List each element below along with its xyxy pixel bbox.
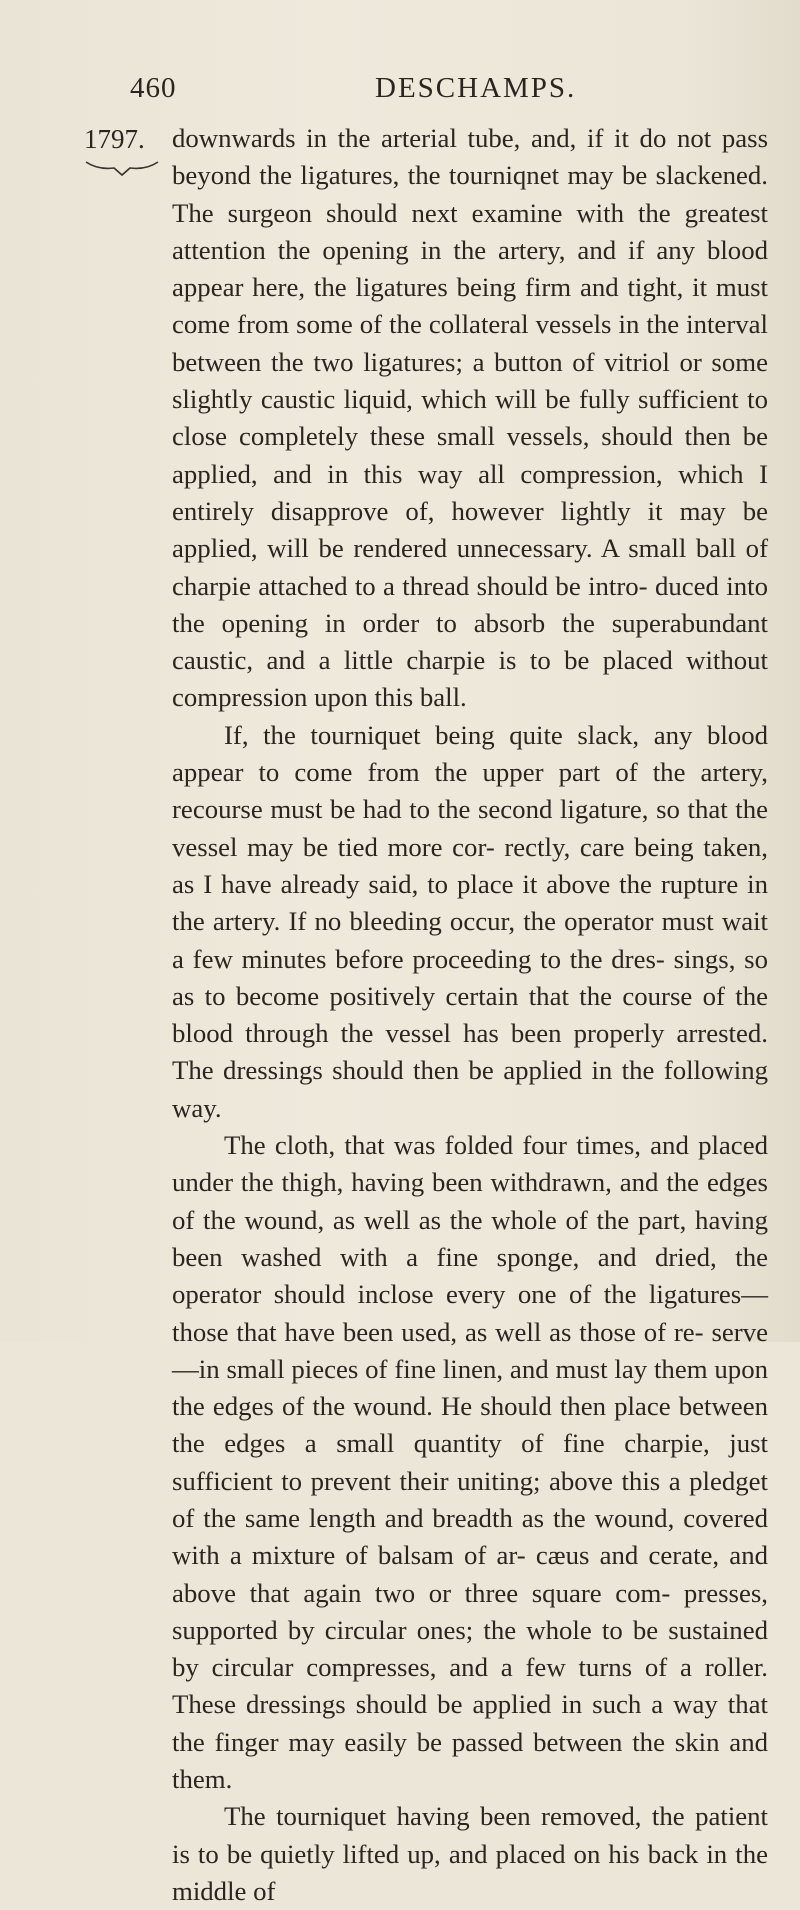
running-title: DESCHAMPS. [375, 72, 577, 104]
margin-brace-mark [84, 158, 160, 178]
running-head [130, 72, 750, 112]
page-number: 460 [130, 72, 177, 104]
paragraph: The tourniquet having been removed, the patient is to be quietly lifted up, and placed on his back in the middle of [172, 1801, 768, 1906]
paragraph: downwards in the arterial tube, and, if it do not pass beyond the ligatures, the tourniqnet may be slackened. The surgeon should next examine with the greatest attention the opening in the artery, and if any blood appear here, the ligatures being firm and tight, it must come from some of the collateral vessels in the interval between the two ligatures; a button of vitriol or some slightly caustic liquid, which will be fully sufficient to close completely these small vessels, should then be applied, and in this way all compression, which I entirely disapprove of, however lightly it may be applied, will be rendered unnecessary. A small ball of charpie attached to a thread should be intro- duced into the opening in order to absorb the superabundant caustic, and a little charpie is to be placed without compression upon this ball. [172, 123, 768, 713]
body-text [172, 120, 768, 1910]
paragraph: The cloth, that was folded four times, and placed under the thigh, having been withdrawn, and the edges of the wound, as well as the whole of the part, having been washed with a fine sponge, and dried, the operator should inclose every one of the ligatures—those that have been used, as well as those of re- serve—in small pieces of fine linen, and must lay them upon the edges of the wound. He should then place between the edges a small quantity of fine charpie, just sufficient to prevent their uniting; above this a pledget of the same length and breadth as the wound, covered with a mixture of balsam of ar- cæus and cerate, and above that again two or three square com- presses, supported by circular ones; the whole to be sustained by circular compresses, and a few turns of a roller. These dressings should be applied in such a way that the finger may easily be passed between the skin and them. [172, 1130, 768, 1795]
margin-year: 1797. [84, 124, 145, 154]
paragraph: If, the tourniquet being quite slack, any blood appear to come from the upper part of the artery, recourse must be had to the second ligature, so that the vessel may be tied more cor- rectly, care being taken, as I have already said, to place it above the rupture in the artery. If no bleeding occur, the operator must wait a few minutes before proceeding to the dres- sings, so as to become positively certain that the course of the blood through the vessel has been properly arrested. The dressings should then be applied in the following way. [172, 719, 768, 1123]
